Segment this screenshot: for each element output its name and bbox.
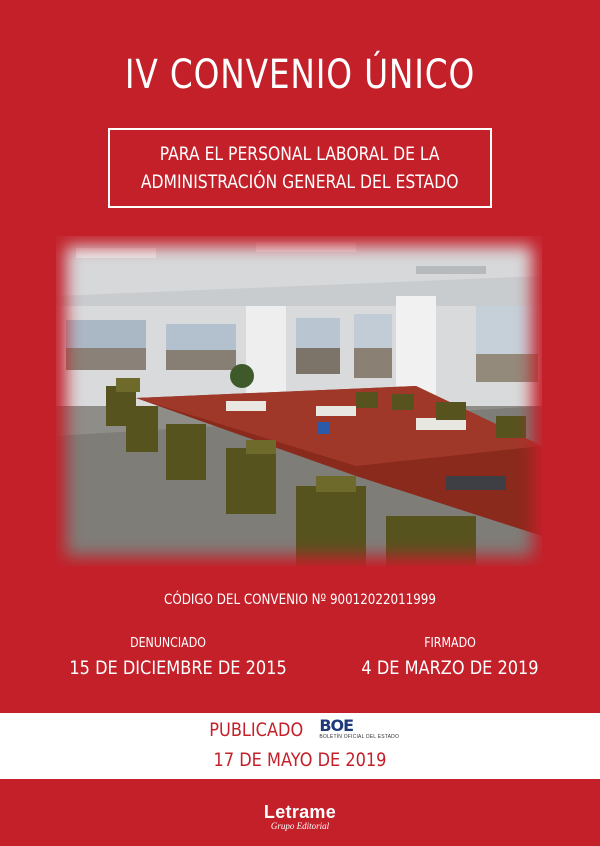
denunciado-label: DENUNCIADO: [130, 636, 206, 651]
cover-title: IV CONVENIO ÚNICO: [124, 52, 476, 98]
publisher-subtitle: Grupo Editorial: [270, 821, 330, 831]
denunciado-date: 15 DE DICIEMBRE DE 2015: [69, 657, 287, 679]
publisher-logo: [0, 802, 600, 831]
publicado-band: [0, 713, 600, 779]
firmado-block: [330, 636, 570, 679]
boe-caption: BOLETÍN OFICIAL DEL ESTADO: [319, 734, 400, 740]
codigo-convenio: CÓDIGO DEL CONVENIO Nº 90012022011999: [164, 592, 436, 608]
publisher-name: Letrame: [263, 802, 337, 822]
subtitle-line-2: ADMINISTRACIÓN GENERAL DEL ESTADO: [141, 171, 459, 193]
subtitle-box: [108, 128, 492, 208]
publicado-label: PUBLICADO: [209, 719, 304, 741]
firmado-label: FIRMADO: [424, 636, 476, 651]
meeting-room-photo: [56, 236, 542, 566]
publicado-row: [0, 716, 600, 741]
subtitle-line-1: PARA EL PERSONAL LABORAL DE LA: [160, 143, 440, 165]
firmado-date: 4 DE MARZO DE 2019: [361, 657, 539, 679]
meeting-room-illustration: [56, 236, 542, 566]
boe-logo-text: BOE: [319, 716, 354, 735]
boe-logo: [319, 718, 399, 740]
denunciado-block: [52, 636, 287, 679]
publicado-date: 17 DE MAYO DE 2019: [213, 749, 387, 771]
